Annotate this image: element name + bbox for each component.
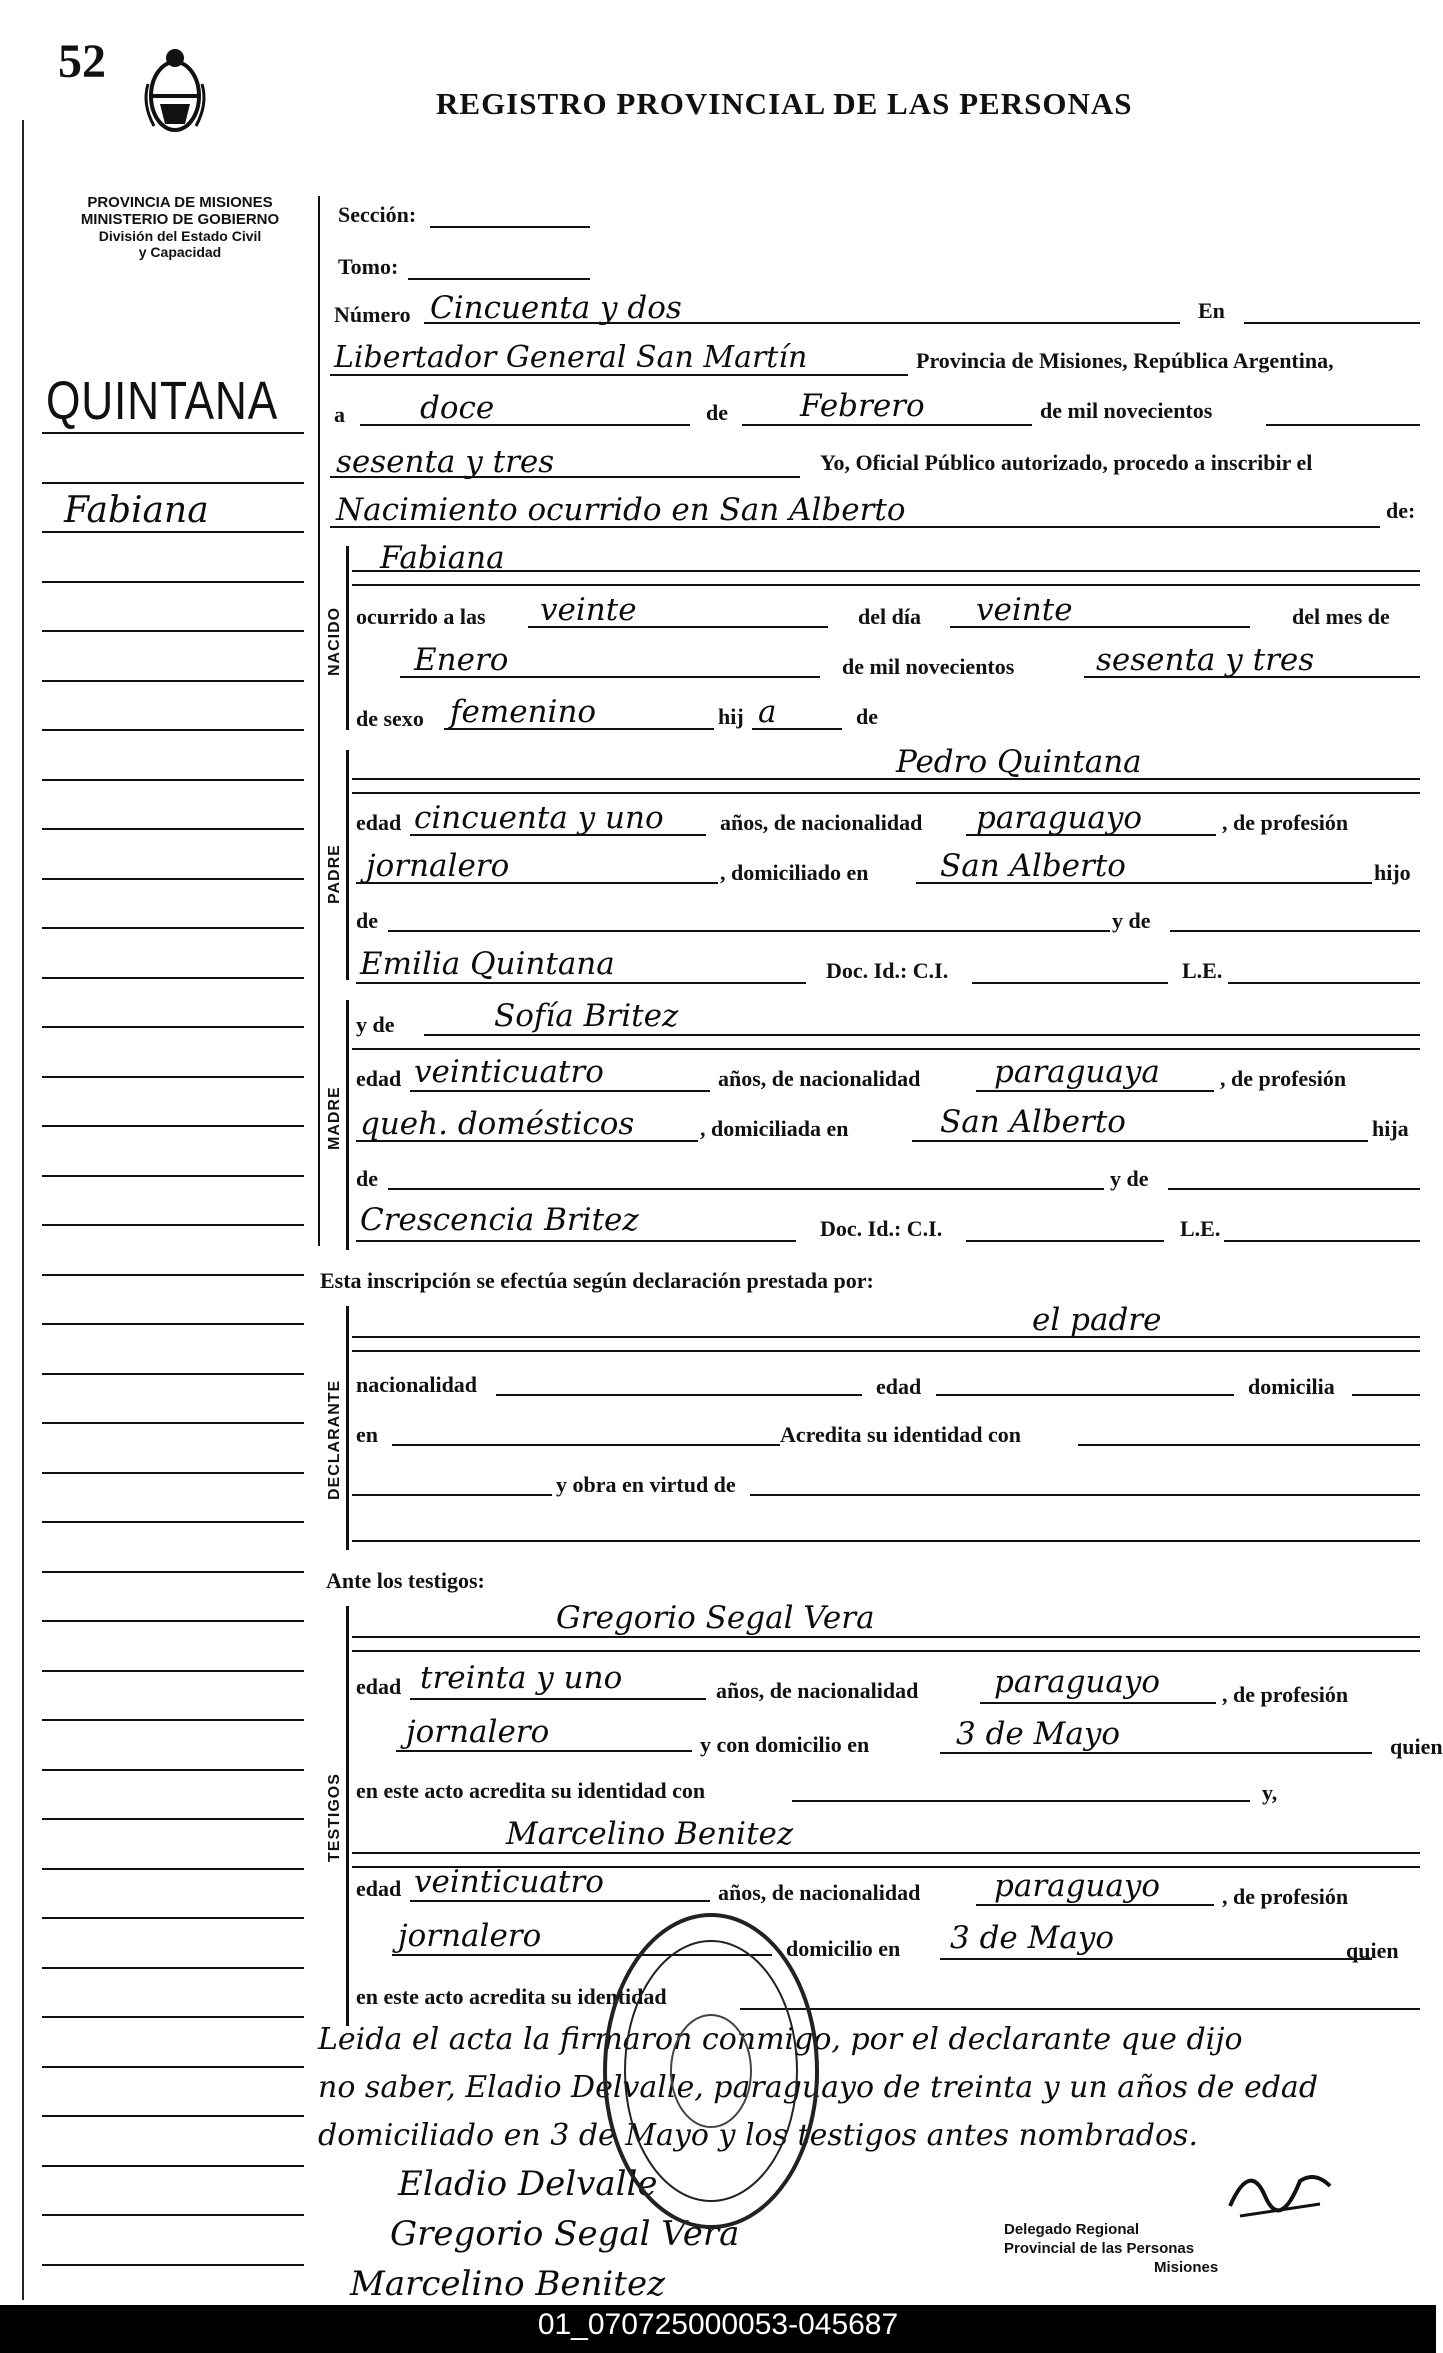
- official-signature-icon: [1220, 2156, 1340, 2226]
- margin-rule: [42, 1224, 304, 1226]
- margin-rule: [42, 1670, 304, 1672]
- del-mes-label: del mes de: [1292, 604, 1390, 629]
- margin-rule: [42, 2066, 304, 2068]
- yo-oficial-label: Yo, Oficial Público autorizado, procedo a inscribir el: [820, 450, 1313, 475]
- margin-rule: [42, 927, 304, 929]
- acto-value: Nacimiento ocurrido en San Alberto: [336, 492, 906, 528]
- decl-acredita-label: Acredita su identidad con: [780, 1422, 1022, 1447]
- margin-rule: [42, 1026, 304, 1028]
- margin-rule: [42, 482, 304, 484]
- margin-rule: [42, 581, 304, 583]
- a-label: a: [334, 402, 345, 427]
- anio-nac-value: sesenta y tres: [1096, 642, 1315, 678]
- tomo-label: Tomo:: [338, 254, 399, 279]
- page-title: REGISTRO PROVINCIAL DE LAS PERSONAS: [436, 86, 1133, 121]
- t2-profesion-label: , de profesión: [1222, 1884, 1349, 1909]
- madre-y-de2-label: y de: [1110, 1166, 1149, 1191]
- padre-edad-value: cincuenta y uno: [414, 800, 664, 836]
- coat-of-arms-icon: [140, 44, 210, 140]
- margin-rule: [42, 1521, 304, 1523]
- section-declarante-label: DECLARANTE: [326, 1379, 343, 1500]
- hija-suffix-value: a: [758, 694, 777, 730]
- madre-dom-value: San Alberto: [940, 1104, 1126, 1140]
- margin-rule: [42, 2165, 304, 2167]
- margin-rule: [42, 1917, 304, 1919]
- signature-3: Marcelino Benitez: [350, 2264, 665, 2304]
- provincia-label: Provincia de Misiones, República Argentina,: [916, 348, 1334, 373]
- closing-line-1: Leida el acta la firmaron conmigo, por el declarante que dijo: [318, 2022, 1243, 2057]
- margin-rule: [42, 1373, 304, 1375]
- padre-y-de-label: y de: [1112, 908, 1151, 933]
- t1-dom-value: 3 de Mayo: [956, 1716, 1121, 1752]
- hora-value: veinte: [540, 592, 637, 628]
- margin-rule: [42, 1422, 304, 1424]
- margin-rule: [42, 729, 304, 731]
- de-mil2-label: de mil novecientos: [842, 654, 1015, 679]
- signature-1: Eladio Delvalle: [398, 2164, 658, 2204]
- declarante-value: el padre: [1032, 1302, 1162, 1338]
- de-mil-label: de mil novecientos: [1040, 398, 1213, 423]
- margin-rule: [42, 2264, 304, 2266]
- madre-anos-nac-label: años, de nacionalidad: [718, 1066, 921, 1091]
- anio-value: sesenta y tres: [336, 444, 555, 480]
- t1-y-label: y,: [1262, 1780, 1278, 1805]
- de2-label: de: [856, 704, 878, 729]
- margin-rule: [42, 1274, 304, 1276]
- margin-rule: [42, 779, 304, 781]
- t2-edad-value: veinticuatro: [414, 1864, 604, 1900]
- sexo-label: de sexo: [356, 706, 424, 731]
- section-madre-bar: [346, 1000, 349, 1250]
- t1-domicilio-label: y con domicilio en: [700, 1732, 870, 1757]
- numero-value: Cincuenta y dos: [430, 290, 682, 326]
- t2-quien-label: quien: [1346, 1938, 1399, 1963]
- left-edge-line: [22, 120, 24, 2300]
- margin-rule: [42, 878, 304, 880]
- page-number: 52: [58, 35, 106, 88]
- madre-edad-label: edad: [356, 1066, 402, 1091]
- t2-nac-value: paraguayo: [994, 1868, 1161, 1904]
- mes-value: Febrero: [800, 388, 925, 424]
- madre-domiciliada-label: , domiciliada en: [700, 1116, 849, 1141]
- abuela-materna-value: Crescencia Britez: [360, 1202, 639, 1238]
- decl-obra-label: y obra en virtud de: [556, 1472, 736, 1497]
- ante-testigos-label: Ante los testigos:: [326, 1568, 485, 1593]
- t2-dom-value: 3 de Mayo: [950, 1920, 1115, 1956]
- margin-rule: [42, 2016, 304, 2018]
- margin-rule: [42, 1125, 304, 1127]
- hijo-label: hijo: [1374, 860, 1411, 885]
- t1-edad-label: edad: [356, 1674, 402, 1699]
- ocurrido-label: ocurrido a las: [356, 604, 486, 629]
- section-padre-label: PADRE: [326, 844, 343, 904]
- t2-prof-value: jornalero: [398, 1918, 542, 1954]
- official-stamp-icon: [596, 1906, 826, 2236]
- t1-quien-label: quien: [1390, 1734, 1443, 1759]
- t1-prof-value: jornalero: [406, 1714, 550, 1750]
- margin-rule: [42, 977, 304, 979]
- margin-rule: [42, 680, 304, 682]
- margin-rule: [42, 531, 304, 533]
- margin-rule: [42, 1323, 304, 1325]
- madre-profesion-label: , de profesión: [1220, 1066, 1347, 1091]
- padre-nac-value: paraguayo: [976, 800, 1143, 836]
- del-dia-label: del día: [858, 604, 921, 629]
- margin-rule: [42, 828, 304, 830]
- section-declarante-bar: [346, 1306, 349, 1550]
- decl-edad-label: edad: [876, 1374, 922, 1399]
- madre-nombre-value: Sofía Britez: [494, 998, 679, 1034]
- issuing-organization: PROVINCIA DE MISIONES MINISTERIO DE GOBIERNO División del Estado Civil y Capacidad: [80, 194, 280, 260]
- t2-anos-nac-label: años, de nacionalidad: [718, 1880, 921, 1905]
- margin-rule: [42, 1620, 304, 1622]
- margin-rule: [42, 432, 304, 434]
- t1-edad-value: treinta y uno: [420, 1660, 623, 1696]
- padre-prof-value: jornalero: [366, 848, 510, 884]
- padre-dom-value: San Alberto: [940, 848, 1126, 884]
- closing-line-3: domiciliado en 3 de Mayo y los testigos antes nombrados.: [318, 2118, 1198, 2153]
- nombre-value: Fabiana: [380, 540, 505, 576]
- seccion-label: Sección:: [338, 202, 417, 227]
- margin-rule: [42, 2214, 304, 2216]
- closing-line-2: no saber, Eladio Delvalle, paraguayo de treinta y un años de edad: [318, 2070, 1319, 2105]
- testigo2-value: Marcelino Benitez: [506, 1816, 794, 1852]
- padre-le-label: L.E.: [1182, 958, 1223, 983]
- signature-2: Gregorio Segal Vera: [390, 2214, 740, 2254]
- margin-rule: [42, 1076, 304, 1078]
- inscripcion-label: Esta inscripción se efectúa según declaración prestada por:: [320, 1268, 874, 1293]
- madre-y-de-label: y de: [356, 1012, 395, 1037]
- dia-value: doce: [420, 390, 495, 426]
- decl-nacionalidad-label: nacionalidad: [356, 1372, 478, 1397]
- de-label: de: [706, 400, 728, 425]
- t1-nac-value: paraguayo: [994, 1664, 1161, 1700]
- t2-acredita-label: en este acto acredita su identidad: [356, 1984, 667, 2009]
- margin-rule: [42, 1571, 304, 1573]
- t1-profesion-label: , de profesión: [1222, 1682, 1349, 1707]
- section-nacido-bar: [346, 546, 349, 730]
- t2-domicilio-label: domicilio en: [786, 1936, 901, 1961]
- de-colon-label: de:: [1386, 498, 1416, 523]
- mes-nac-value: Enero: [414, 642, 509, 678]
- delegado-block: Delegado Regional Provincial de las Personas Misiones: [1004, 2221, 1219, 2276]
- sexo-value: femenino: [450, 694, 597, 730]
- margin-rule: [42, 1719, 304, 1721]
- decl-en-label: en: [356, 1422, 378, 1447]
- testigo1-value: Gregorio Segal Vera: [556, 1600, 875, 1636]
- section-padre-bar: [346, 750, 349, 980]
- t1-acredita-label: en este acto acredita su identidad con: [356, 1778, 706, 1803]
- padre-nombre-value: Pedro Quintana: [896, 744, 1142, 780]
- madre-nac-value: paraguaya: [994, 1054, 1160, 1090]
- file-id: 01_070725000053-045687: [537, 2308, 899, 2341]
- margin-rule: [42, 1472, 304, 1474]
- madre-edad-value: veinticuatro: [414, 1054, 604, 1090]
- dia-nac-value: veinte: [976, 592, 1073, 628]
- madre-de-label: de: [356, 1166, 378, 1191]
- margin-surname: QUINTANA: [46, 371, 279, 431]
- padre-domiciliado-label: , domiciliado en: [720, 860, 869, 885]
- padre-edad-label: edad: [356, 810, 402, 835]
- en-label: En: [1198, 298, 1225, 323]
- t2-edad-label: edad: [356, 1876, 402, 1901]
- margin-rule: [42, 1967, 304, 1969]
- madre-prof-value: queh. domésticos: [360, 1106, 635, 1142]
- margin-rule: [42, 1175, 304, 1177]
- hija-label: hij: [718, 704, 744, 729]
- decl-domicilia-label: domicilia: [1248, 1374, 1335, 1399]
- margin-rule: [42, 630, 304, 632]
- padre-doc-label: Doc. Id.: C.I.: [826, 958, 949, 983]
- lugar-value: Libertador General San Martín: [334, 340, 808, 375]
- padre-de-label: de: [356, 908, 378, 933]
- padre-profesion-label: , de profesión: [1222, 810, 1349, 835]
- margin-rule: [42, 1769, 304, 1771]
- section-nacido-label: NACIDO: [326, 606, 343, 676]
- form-left-rule: [318, 196, 320, 1246]
- t1-anos-nac-label: años, de nacionalidad: [716, 1678, 919, 1703]
- margin-rule: [42, 1868, 304, 1870]
- section-testigos-label: TESTIGOS: [326, 1773, 343, 1862]
- section-testigos-bar: [346, 1606, 349, 2026]
- margin-rule: [42, 2115, 304, 2117]
- hija-madre-label: hija: [1372, 1116, 1409, 1141]
- madre-le-label: L.E.: [1180, 1216, 1221, 1241]
- madre-doc-label: Doc. Id.: C.I.: [820, 1216, 943, 1241]
- margin-given-name: Fabiana: [64, 490, 209, 531]
- padre-anos-nac-label: años, de nacionalidad: [720, 810, 923, 835]
- section-madre-label: MADRE: [326, 1086, 343, 1150]
- margin-rule: [42, 1818, 304, 1820]
- abuela-paterna-value: Emilia Quintana: [360, 946, 615, 982]
- numero-label: Número: [334, 302, 411, 327]
